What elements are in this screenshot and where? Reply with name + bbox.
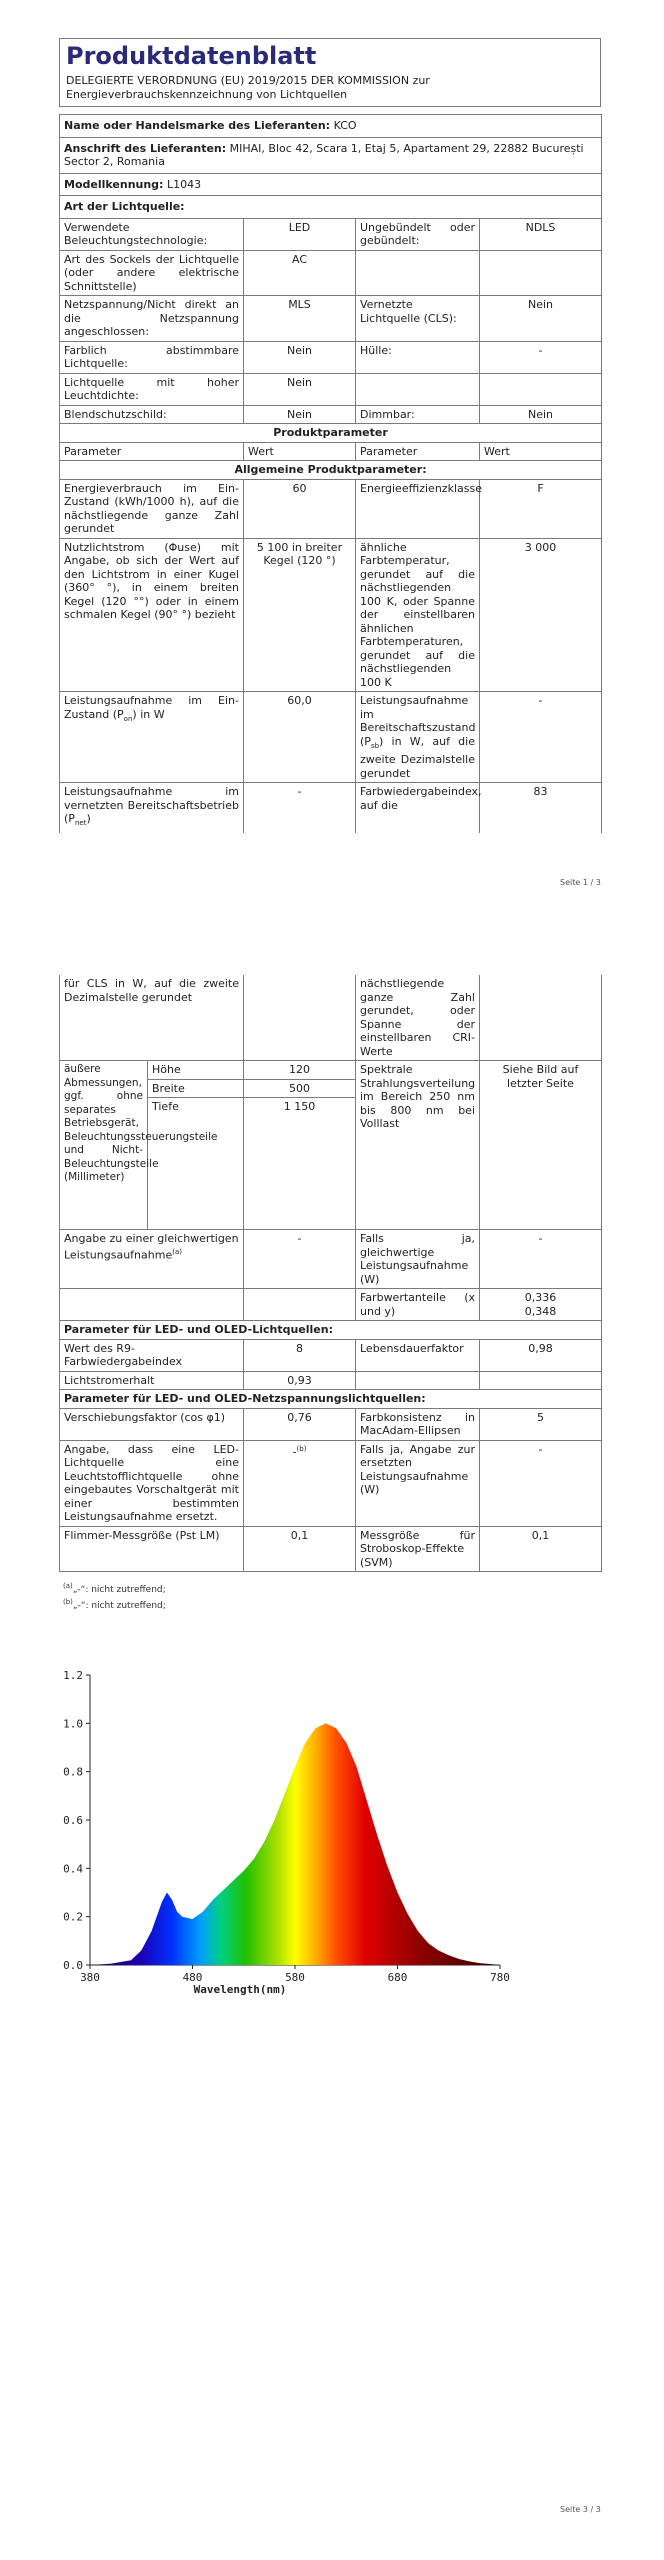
- y-tick-label: 1.2: [63, 1669, 83, 1682]
- luminous-flux-label: Nutzlichtstrom (Φuse) mit Angabe, ob sich der Wert auf den Lichtstrom in einer Kugel (360° °), in einem breiten Kegel (120 °°) oder in einem schmalen Kegel (90° °) bezieht: [60, 538, 244, 692]
- width-value: 500: [244, 1079, 356, 1098]
- envelope-value: -: [480, 341, 602, 373]
- stroboscopic-label: Messgröße für Stroboskop-Effekte (SVM): [356, 1526, 480, 1572]
- chromaticity-y: 0,348: [524, 1304, 557, 1318]
- page-number-1: Seite 1 / 3: [560, 878, 601, 887]
- anti-glare-label: Blendschutzschild:: [60, 405, 244, 424]
- datasheet-table-page-1: [59, 114, 602, 833]
- width-label: Breite: [148, 1079, 244, 1098]
- spectrum-area: [90, 1723, 500, 1965]
- envelope-label: Hülle:: [356, 341, 480, 373]
- networked-standby-label-continued: für CLS in W, auf die zweite Dezimalstelle gerundet: [60, 975, 244, 1061]
- document-title: Produktdatenblatt: [59, 38, 601, 73]
- bundled-value: NDLS: [480, 218, 602, 250]
- y-tick-label: 0.4: [63, 1862, 83, 1876]
- chart-plot-area: [90, 1723, 500, 1965]
- flicker-label: Flimmer-Messgröße (Pst LM): [60, 1526, 244, 1572]
- cri-value: 83: [480, 783, 602, 833]
- y-tick-label: 0.2: [63, 1910, 83, 1924]
- cct-value: 3 000: [480, 538, 602, 692]
- chromaticity-label: Farbwertanteile (x und y): [356, 1289, 480, 1321]
- footnote-a: $^{(a)}$„-“: nicht zutreffend;: [63, 1582, 166, 1595]
- equivalent-power-w-value: -: [480, 1230, 602, 1289]
- section-led-parameters: Parameter für LED- und OLED-Lichtquellen:: [60, 1321, 602, 1340]
- energy-consumption-label: Energieverbrauch im Ein-Zustand (kWh/1000 h), auf die nächstliegende ganze Zahl gerundet: [60, 479, 244, 538]
- energy-class-value: F: [480, 479, 602, 538]
- networked-standby-label: Leistungsaufnahme im vernetzten Bereitschaftsbetrieb $(P_{net})$: [60, 783, 244, 833]
- connected-label: Vernetzte Lichtquelle (CLS):: [356, 296, 480, 342]
- anti-glare-value: Nein: [244, 405, 356, 424]
- model-label: Modellkennung:: [64, 177, 164, 191]
- section-product-parameters: Produktparameter: [60, 424, 602, 443]
- supplier-label: Name oder Handelsmarke des Lieferanten:: [64, 119, 331, 132]
- supplier-value: KCO: [333, 119, 357, 132]
- cri-label: Farbwiedergabeindex, auf die: [356, 783, 480, 833]
- x-axis-label: Wavelength(nm): [193, 1983, 287, 1996]
- x-tick-label: 580: [285, 1971, 305, 1984]
- connected-value: Nein: [480, 296, 602, 342]
- technology-value: LED: [244, 218, 356, 250]
- r9-label: Wert des R9-Farbwiedergabeindex: [60, 1339, 244, 1371]
- dimmable-value: Nein: [480, 405, 602, 424]
- depth-value: 1 150: [244, 1098, 356, 1230]
- replacement-value: -$^{(b)}$: [244, 1440, 356, 1526]
- chromaticity-value: [480, 1289, 602, 1321]
- x-tick-label: 780: [490, 1971, 510, 1984]
- high-luminance-label: Lichtquelle mit hoher Leuchtdichte:: [60, 373, 244, 405]
- power-on-value: 60,0: [244, 692, 356, 783]
- standby-power-value: -: [480, 692, 602, 783]
- macadam-label: Farbkonsistenz in MacAdam-Ellipsen: [356, 1408, 480, 1440]
- replacement-label: Angabe, dass eine LED-Lichtquelle eine Leuchtstofflichtquelle ohne eingebautes Vorschaltgerät mit einer bestimmten Leistungsaufnahme ersetzt.: [60, 1440, 244, 1526]
- model-value: L1043: [166, 177, 202, 191]
- color-tunable-label: Farblich abstimmbare Lichtquelle:: [60, 341, 244, 373]
- bundled-label: Ungebündelt oder gebündelt:: [356, 218, 480, 250]
- networked-standby-value: -: [244, 783, 356, 833]
- lumen-maintenance-value: 0,93: [244, 1371, 356, 1390]
- r9-value: 8: [244, 1339, 356, 1371]
- socket-value: AC: [244, 250, 356, 296]
- energy-consumption-value: 60: [244, 479, 356, 538]
- color-tunable-value: Nein: [244, 341, 356, 373]
- height-label: Höhe: [148, 1061, 244, 1080]
- luminous-flux-value: 5 100 in breiter Kegel (120 °): [244, 538, 356, 692]
- standby-power-label: Leistungsaufnahme im Bereitschaftszustand $(P_{sb})$ in W, auf die zweite Dezimalstelle gerundet: [356, 692, 480, 783]
- datasheet-table-page-2: [59, 975, 602, 1572]
- equivalent-power-value: -: [244, 1230, 356, 1289]
- equivalent-power-label: Angabe zu einer gleichwertigen Leistungsaufnahme$^{(a)}$: [60, 1230, 244, 1289]
- macadam-value: 5: [480, 1408, 602, 1440]
- address-value: MIHAI, Bloc 42, Scara 1, Etaj 5, Apartament 29, 22882 București Sector 2, Romania: [64, 141, 584, 168]
- survival-factor-value: 0,98: [480, 1339, 602, 1371]
- chromaticity-x: 0,336: [524, 1291, 557, 1304]
- y-tick-labels: [63, 1669, 83, 1972]
- high-luminance-value: Nein: [244, 373, 356, 405]
- x-tick-label: 680: [387, 1971, 408, 1984]
- mains-label: Netzspannung/Nicht direkt an die Netzspannung angeschlossen:: [60, 296, 244, 342]
- cri-label-continued: nächstliegende ganze Zahl gerundet, oder Spanne der einstellbaren CRI-Werte: [356, 975, 480, 1061]
- y-tick-label: 0.8: [63, 1765, 83, 1779]
- page-1: [59, 38, 601, 107]
- page-number-3: Seite 3 / 3: [560, 2505, 601, 2514]
- x-tick-label: 480: [182, 1971, 203, 1984]
- y-tick-label: 1.0: [63, 1717, 83, 1731]
- x-tick-labels: [80, 1971, 510, 1984]
- technology-label: Verwendete Beleuchtungstechnologie:: [60, 218, 244, 250]
- section-mains-led-parameters: Parameter für LED- und OLED-Netzspannungslichtquellen:: [60, 1390, 602, 1409]
- header-value: Wert: [244, 442, 356, 461]
- footnote-b: $^{(b)}$„-“: nicht zutreffend;: [63, 1598, 166, 1611]
- dimmable-label: Dimmbar:: [356, 405, 480, 424]
- dimensions-label: äußere Abmessungen, ggf. ohne separates Betriebsgerät, Beleuchtungssteuerungsteile und Nicht-Beleuchtungsteile (Millimeter): [60, 1061, 148, 1230]
- socket-label: Art des Sockels der Lichtquelle (oder andere elektrische Schnittstelle): [60, 250, 244, 296]
- depth-label: Tiefe: [148, 1098, 244, 1230]
- y-tick-label: 0.6: [63, 1814, 83, 1827]
- power-on-label: Leistungsaufnahme im Ein-Zustand $(P_{on})$ in W: [60, 692, 244, 783]
- section-general-parameters: Allgemeine Produktparameter:: [60, 461, 602, 480]
- address-label: Anschrift des Lieferanten:: [64, 141, 227, 155]
- header-value-2: Wert: [480, 442, 602, 461]
- survival-factor-label: Lebensdauerfaktor: [356, 1339, 480, 1371]
- spectral-distribution-value: Siehe Bild auf letzter Seite: [480, 1061, 602, 1230]
- stroboscopic-value: 0,1: [480, 1526, 602, 1572]
- document-subtitle: DELEGIERTE VERORDNUNG (EU) 2019/2015 DER KOMMISSION zur Energieverbrauchskennzeichnung von Lichtquellen: [59, 73, 601, 107]
- height-value: 120: [244, 1061, 356, 1080]
- x-tick-label: 380: [80, 1971, 100, 1984]
- header-parameter: Parameter: [60, 442, 244, 461]
- cct-label: ähnliche Farbtemperatur, gerundet auf die nächstliegenden 100 K, oder Spanne der einstellbaren ähnlichen Farbtemperaturen, gerundet auf die nächstliegenden 100 K: [356, 538, 480, 692]
- energy-class-label: Energieeffizienzklasse: [356, 479, 480, 538]
- power-factor-label: Verschiebungsfaktor (cos φ1): [60, 1408, 244, 1440]
- flicker-value: 0,1: [244, 1526, 356, 1572]
- lumen-maintenance-label: Lichtstromerhalt: [60, 1371, 244, 1390]
- section-light-source-type: Art der Lichtquelle:: [60, 196, 602, 219]
- replaced-power-label: Falls ja, Angabe zur ersetzten Leistungsaufnahme (W): [356, 1440, 480, 1526]
- power-factor-value: 0,76: [244, 1408, 356, 1440]
- spectral-distribution-label: Spektrale Strahlungsverteilung im Bereich 250 nm bis 800 nm bei Volllast: [356, 1061, 480, 1230]
- mains-value: MLS: [244, 296, 356, 342]
- equivalent-power-w-label: Falls ja, gleichwertige Leistungsaufnahme (W): [356, 1230, 480, 1289]
- y-tick-label: 0.0: [63, 1959, 83, 1972]
- replaced-power-value: -: [480, 1440, 602, 1526]
- spectral-chart: [50, 1665, 520, 2000]
- header-parameter-2: Parameter: [356, 442, 480, 461]
